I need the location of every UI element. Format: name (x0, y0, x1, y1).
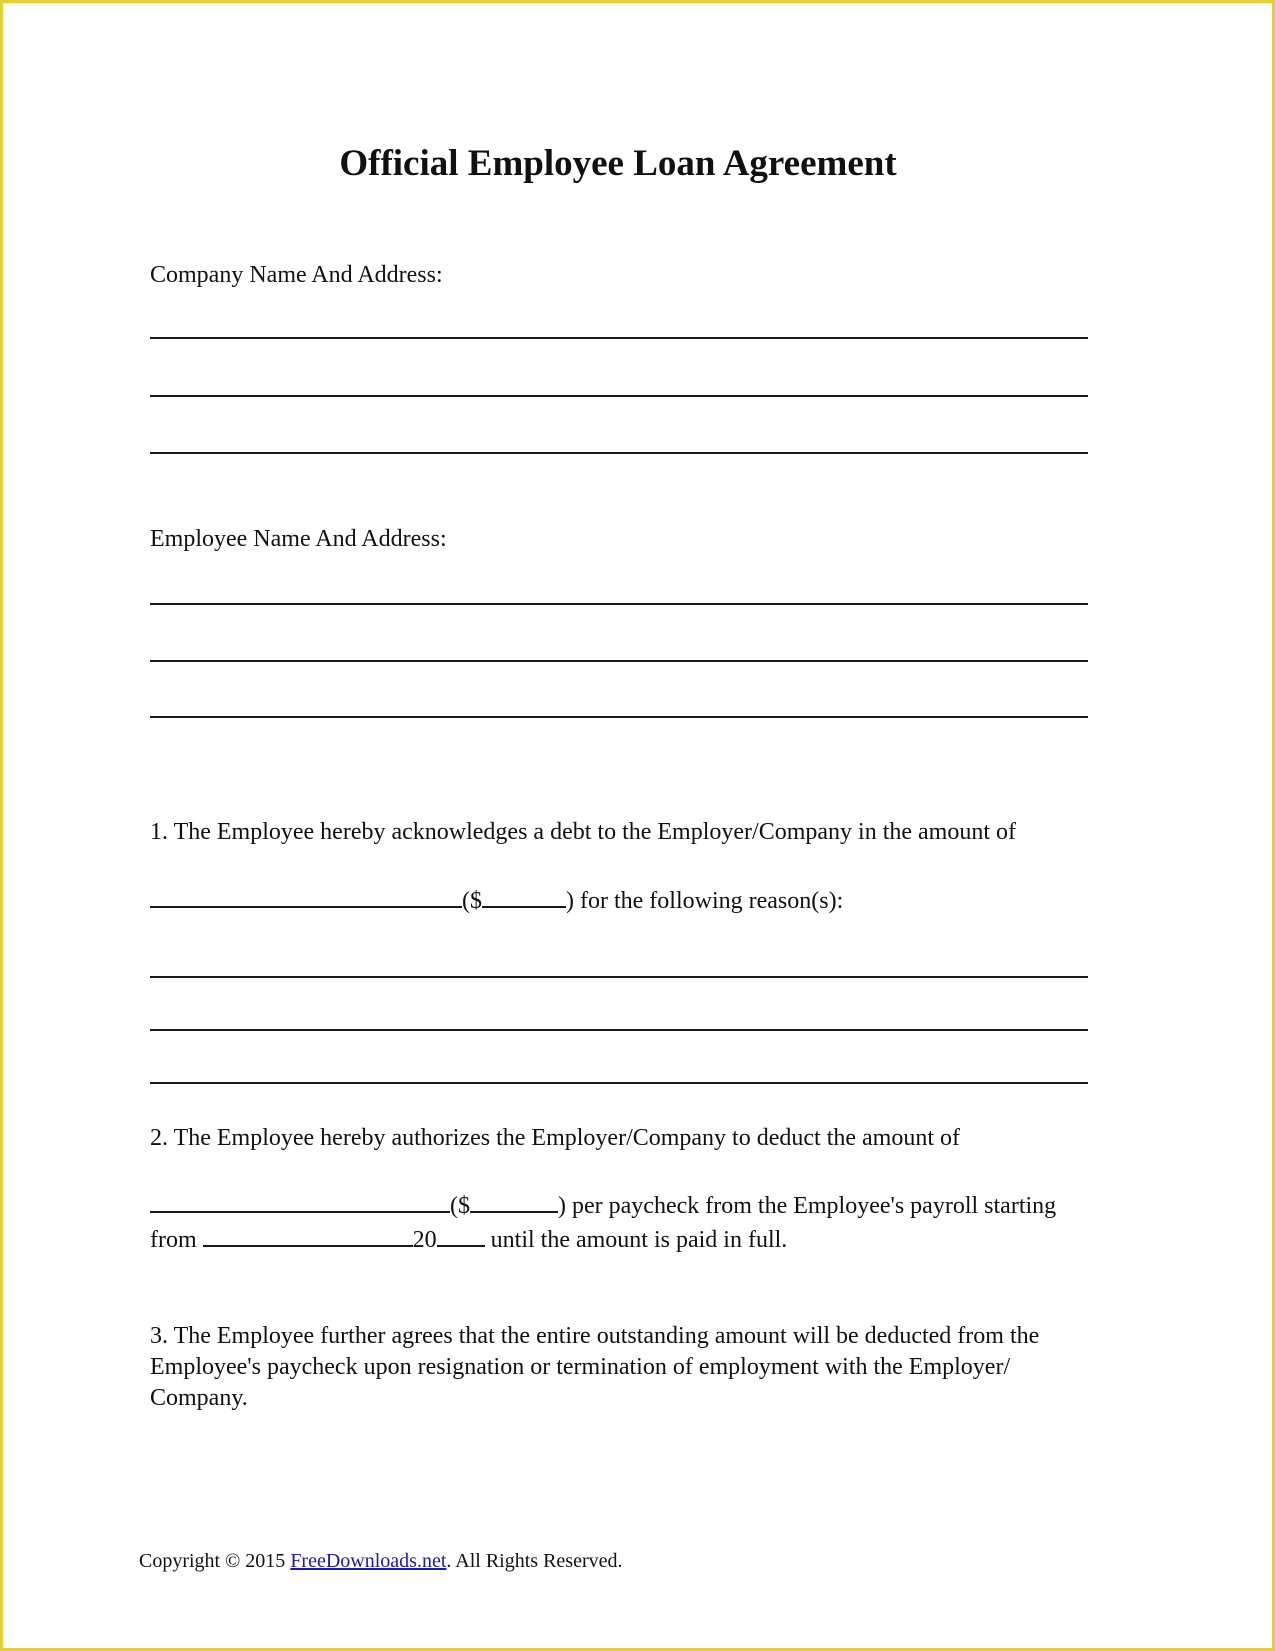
clause-2-amount-words-field[interactable] (150, 1189, 450, 1213)
clause-2-amount-digits-field[interactable] (470, 1189, 558, 1213)
employee-name-address-label: Employee Name And Address: (150, 526, 447, 552)
clause-2-year-prefix: 20 (412, 1227, 437, 1253)
employee-address-line-1[interactable] (150, 603, 1088, 605)
reason-line-1[interactable] (150, 976, 1088, 978)
reason-line-3[interactable] (150, 1082, 1088, 1084)
clause-2-from-word: from (150, 1227, 197, 1253)
clause-2-amount-line (150, 1189, 1056, 1221)
clause-1-amount-words-field[interactable] (150, 884, 462, 908)
clause-1-amount-line (150, 884, 843, 916)
employee-address-line-2[interactable] (150, 660, 1088, 662)
company-address-line-1[interactable] (150, 337, 1088, 339)
employee-address-line-3[interactable] (150, 716, 1088, 718)
freedownloads-link[interactable]: FreeDownloads.net (290, 1550, 447, 1572)
clause-3-text: 3. The Employee further agrees that the entire outstanding amount will be deducted from the Employee's paycheck upon resignation or termination of employment with the Employer/ Company. (150, 1323, 1040, 1411)
copyright-prefix: Copyright © 2015 (139, 1550, 291, 1572)
start-year-field[interactable] (437, 1223, 485, 1247)
company-address-line-2[interactable] (150, 395, 1088, 397)
clause-1-tail: ) for the following reason(s): (566, 888, 844, 914)
reason-line-2[interactable] (150, 1029, 1088, 1031)
clause-2-tail-2: until the amount is paid in full. (490, 1227, 788, 1253)
clause-2-open-paren: ($ (450, 1193, 470, 1219)
company-address-line-3[interactable] (150, 452, 1088, 454)
company-name-address-label: Company Name And Address: (150, 262, 443, 288)
clause-2-text: 2. The Employee hereby authorizes the Employer/Company to deduct the amount of (150, 1125, 960, 1151)
clause-1-text: 1. The Employee hereby acknowledges a debt to the Employer/Company in the amount of (150, 819, 1016, 845)
clause-1-amount-digits-field[interactable] (482, 884, 566, 908)
document-title: Official Employee Loan Agreement (339, 143, 897, 184)
clause-2-start-line (150, 1223, 787, 1255)
clause-2-tail-1: ) per paycheck from the Employee's payroll starting (558, 1193, 1057, 1219)
clause-1-open-paren: ($ (462, 888, 482, 914)
copyright-suffix: . All Rights Reserved. (446, 1550, 623, 1572)
start-date-field[interactable] (203, 1223, 413, 1247)
copyright-footer (139, 1548, 623, 1574)
